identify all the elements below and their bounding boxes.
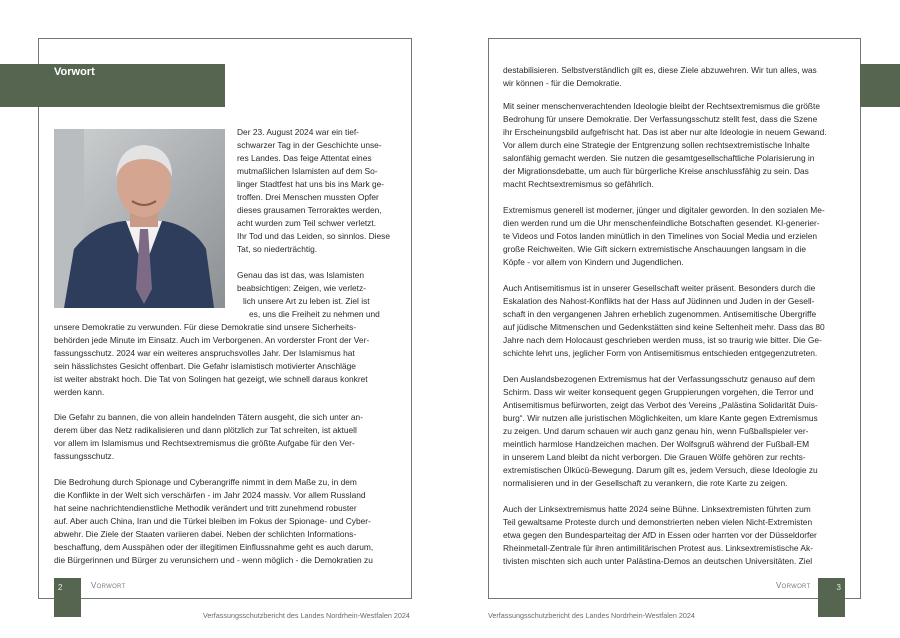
paragraph <box>503 64 817 90</box>
text-line: Auch der Linksextremismus hatte 2024 seine Bühne. Linksextremisten führten zum <box>503 504 811 514</box>
page-number: 2 <box>58 583 63 592</box>
text-line: auf. Aber auch China, Iran und die Türkei bleiben im Fokus der Spionage- und Cyber- <box>54 516 371 526</box>
text-line: ihr Erscheinungsbild aufgefrischt hat. Das ist aber nur alte Ideologie in neuem Gewand. <box>503 127 827 137</box>
text-line: schaft in den vergangenen Jahren erheblich zugenommen. Antisemitische Übergriffe <box>503 309 817 319</box>
text-line: Ihr Tod und das Leiden, so sinnlos. Diese <box>237 231 391 241</box>
text-line: Schirm. Dass wir weiter konsequent gegen Gruppierungen vorgehen, die Terror und <box>503 387 814 397</box>
text-line: derem über das Netz radikalisieren und dann plötzlich zur Tat schreiten, ist aktuell <box>54 425 357 435</box>
text-line: es, uns die Freiheit zu nehmen und <box>249 309 380 319</box>
text-line: schichte lehrt uns, jeglicher Form von Antisemitismus entschieden entgegenzutreten. <box>503 348 818 358</box>
text-line: mutmaßlichen Islamisten auf dem So- <box>237 166 378 176</box>
text-line: normalisieren und in der Gesellschaft zu verankern, die rote Karte zu zeigen. <box>503 478 788 488</box>
text-line: Genau das ist das, was Islamisten <box>237 270 365 280</box>
text-line: Tat, so niederträchtig. <box>237 244 318 254</box>
text-line: abwehr. Die Ziele der Staaten variieren dabei. Neben der schlichten Informations- <box>54 529 357 539</box>
text-line: beabsichtigen: Zeigen, wie verletz- <box>237 283 366 293</box>
text-line: die Bürgerinnen und Bürger zu verunsichern und - wenn möglich - die Demokratien zu <box>54 555 373 565</box>
text-line: Auch Antisemitismus ist in unserer Gesellschaft weiter präsent. Besonders durch die <box>503 283 816 293</box>
text-line: fassungsschutz. <box>54 451 115 461</box>
text-line: tivisten mischten sich auch unter Palästina-Demos an deutschen Universitäten. Ziel <box>503 556 813 566</box>
paragraph <box>54 411 363 463</box>
text-line: salonfähig gemacht werden. Sie nutzen die gesamtgesellschaftliche Polarisierung in <box>503 153 815 163</box>
text-line: destabilisieren. Selbstverständlich gilt es, diese Ziele abzuwehren. Wir tun alles, was <box>503 65 817 75</box>
text-line: der Migrationsdebatte, um auch für bürgerliche Kreise anschlussfähig zu sein. Das <box>503 166 809 176</box>
paragraph <box>503 204 825 269</box>
paragraph <box>237 126 390 256</box>
text-line: auf jüdische Mitmenschen und Gedenkstätten sind keine Seltenheit mehr. Dass das 80 <box>503 322 825 332</box>
text-line: Mit seiner menschenverachtenden Ideologie bleibt der Rechtsextremismus die größte <box>503 101 821 111</box>
footer-text: Verfassungsschutzbericht des Landes Nordrhein-Westfalen 2024 <box>488 611 695 620</box>
page-number-box <box>54 578 81 617</box>
text-line: lich unsere Art zu leben ist. Ziel ist <box>243 296 370 306</box>
text-line: beschaffung, dem Ausspähen oder der illegitimen Einflussnahme geht es auch darum, <box>54 542 374 552</box>
text-line: Teil gewaltsame Proteste durch und demonstrierten neben vielen Nicht-Extremisten <box>503 517 813 527</box>
text-line: Die Bedrohung durch Spionage und Cyberangriffe nimmt in dem Maße zu, in dem <box>54 477 357 487</box>
text-line: Köpfe - vor allem von Kindern und Jugendlichen. <box>503 257 684 267</box>
text-line: in unserem Land bleibt da nicht verborgen. Die Grauen Wölfe gehören zur rechts- <box>503 452 806 462</box>
section-label: Vorwort <box>776 581 811 590</box>
text-line: etwa gegen den Bundesparteitag der AfD in Essen oder harrten vor der Düsseldorfer <box>503 530 817 540</box>
paragraph <box>503 100 827 191</box>
page-number-box <box>818 578 845 617</box>
text-line: macht Rechtsextremismus so gefährlich. <box>503 179 654 189</box>
text-line: troffen. Drei Menschen mussten Opfer <box>237 192 379 202</box>
text-line: zu zeigen. Und darum schauen wir auch ganz genau hin, wenn Fußballspieler ver- <box>503 426 809 436</box>
text-line: extremistischen Ülkücü-Bewegung. Darum gilt es, jedem Versuch, diese Ideologie zu <box>503 465 818 475</box>
text-line: Bedrohung für unsere Demokratie. Der Verfassungsschutz stellt fest, dass die Szene <box>503 114 818 124</box>
text-line: vor allem im Islamismus und Rechtsextremismus die größte Aufgabe für den Ver- <box>54 438 355 448</box>
text-line: Der 23. August 2024 war ein tief- <box>237 127 359 137</box>
paragraph <box>503 373 818 490</box>
text-line: dieses grausamen Terroraktes werden, <box>237 205 382 215</box>
footer-text: Verfassungsschutzbericht des Landes Nordrhein-Westfalen 2024 <box>203 611 410 620</box>
text-line: werden kann. <box>54 387 105 397</box>
page-number: 3 <box>836 583 841 592</box>
text-line: große Reichweiten. Wie Gift sickern extremistische Anschauungen langsam in die <box>503 244 807 254</box>
paragraph <box>503 503 817 568</box>
text-line: Den Auslandsbezogenen Extremismus hat der Verfassungsschutz genauso auf dem <box>503 374 815 384</box>
text-line: Rheinmetall-Zentrale für ihren antimilitärischen Protest aus. Linksextremistische Ak- <box>503 543 813 553</box>
text-line: sein hässlichstes Gesicht offenbart. Die Gefahr islamistisch motivierter Anschläge <box>54 361 356 371</box>
text-line: te Videos und Fotos landen minütlich in den Timelines von Social Media und erzielen <box>503 231 818 241</box>
text-line: behörden jede Minute im Einsatz. Auch im Verborgenen. An vorderster Front der Ver- <box>54 335 370 345</box>
text-line: meintlich harmlose Handzeichen machen. Der Wolfsgruß während der Fußball-EM <box>503 439 810 449</box>
paragraph <box>54 476 373 567</box>
text-line: Antisemitismus befürworten, zeigt das Verbot des Vereins „Palästina Solidarität Duis- <box>503 400 818 410</box>
text-line: Jahre nach dem Holocaust geschrieben werden muss, ist so traurig wie bitter. Die Ge- <box>503 335 822 345</box>
left-header-band <box>0 64 225 107</box>
text-line: res Landes. Das feige Attentat eines <box>237 153 372 163</box>
text-line: hat seine nachrichtendienstliche Methodik verändert und tritt zunehmend robuster <box>54 503 357 513</box>
paragraph <box>54 269 380 399</box>
text-line: dien werden rund um die Uhr menschenfeindliche Botschaften gesendet. KI-generier- <box>503 218 820 228</box>
text-line: schwarzer Tag in der Geschichte unse- <box>237 140 382 150</box>
text-line: die Konflikte in der Welt sich verschärfen - im Jahr 2024 massiv. Vor allem Russland <box>54 490 366 500</box>
section-label: Vorwort <box>91 581 126 590</box>
text-line: fassungsschutz. 2024 war ein weiteres anspruchsvolles Jahr. Der Islamismus hat <box>54 348 355 358</box>
page-title: Vorwort <box>54 66 95 78</box>
text-line: ist weiter abstrakt hoch. Die Tat von Solingen hat gezeigt, wie schnell daraus konkret <box>54 374 368 384</box>
right-header-band <box>860 64 900 107</box>
text-line: burg“. Wir nutzen alle juristischen Möglichkeiten, um klare Kante gegen Extremismus <box>503 413 818 423</box>
paragraph <box>503 282 825 360</box>
text-line: acht wurden zum Teil schwer verletzt. <box>237 218 377 228</box>
text-line: Die Gefahr zu bannen, die von allein handelnden Tätern ausgeht, die sich unter an- <box>54 412 363 422</box>
text-line: Eskalation des Nahost-Konflikts hat der Hass auf Jüdinnen und Juden in der Gesell- <box>503 296 815 306</box>
text-line: linger Stadtfest hat uns bis ins Mark ge- <box>237 179 385 189</box>
text-line: unsere Demokratie zu verwunden. Für diese Demokratie sind unsere Sicherheits- <box>54 322 357 332</box>
text-line: Extremismus generell ist moderner, jünger und digitaler geworden. In den sozialen Me- <box>503 205 825 215</box>
text-line: Vor allem durch eine Strategie der Entgrenzung sollen rechtsextremistische Inhalte <box>503 140 810 150</box>
text-line: wir können - für die Demokratie. <box>503 78 622 88</box>
